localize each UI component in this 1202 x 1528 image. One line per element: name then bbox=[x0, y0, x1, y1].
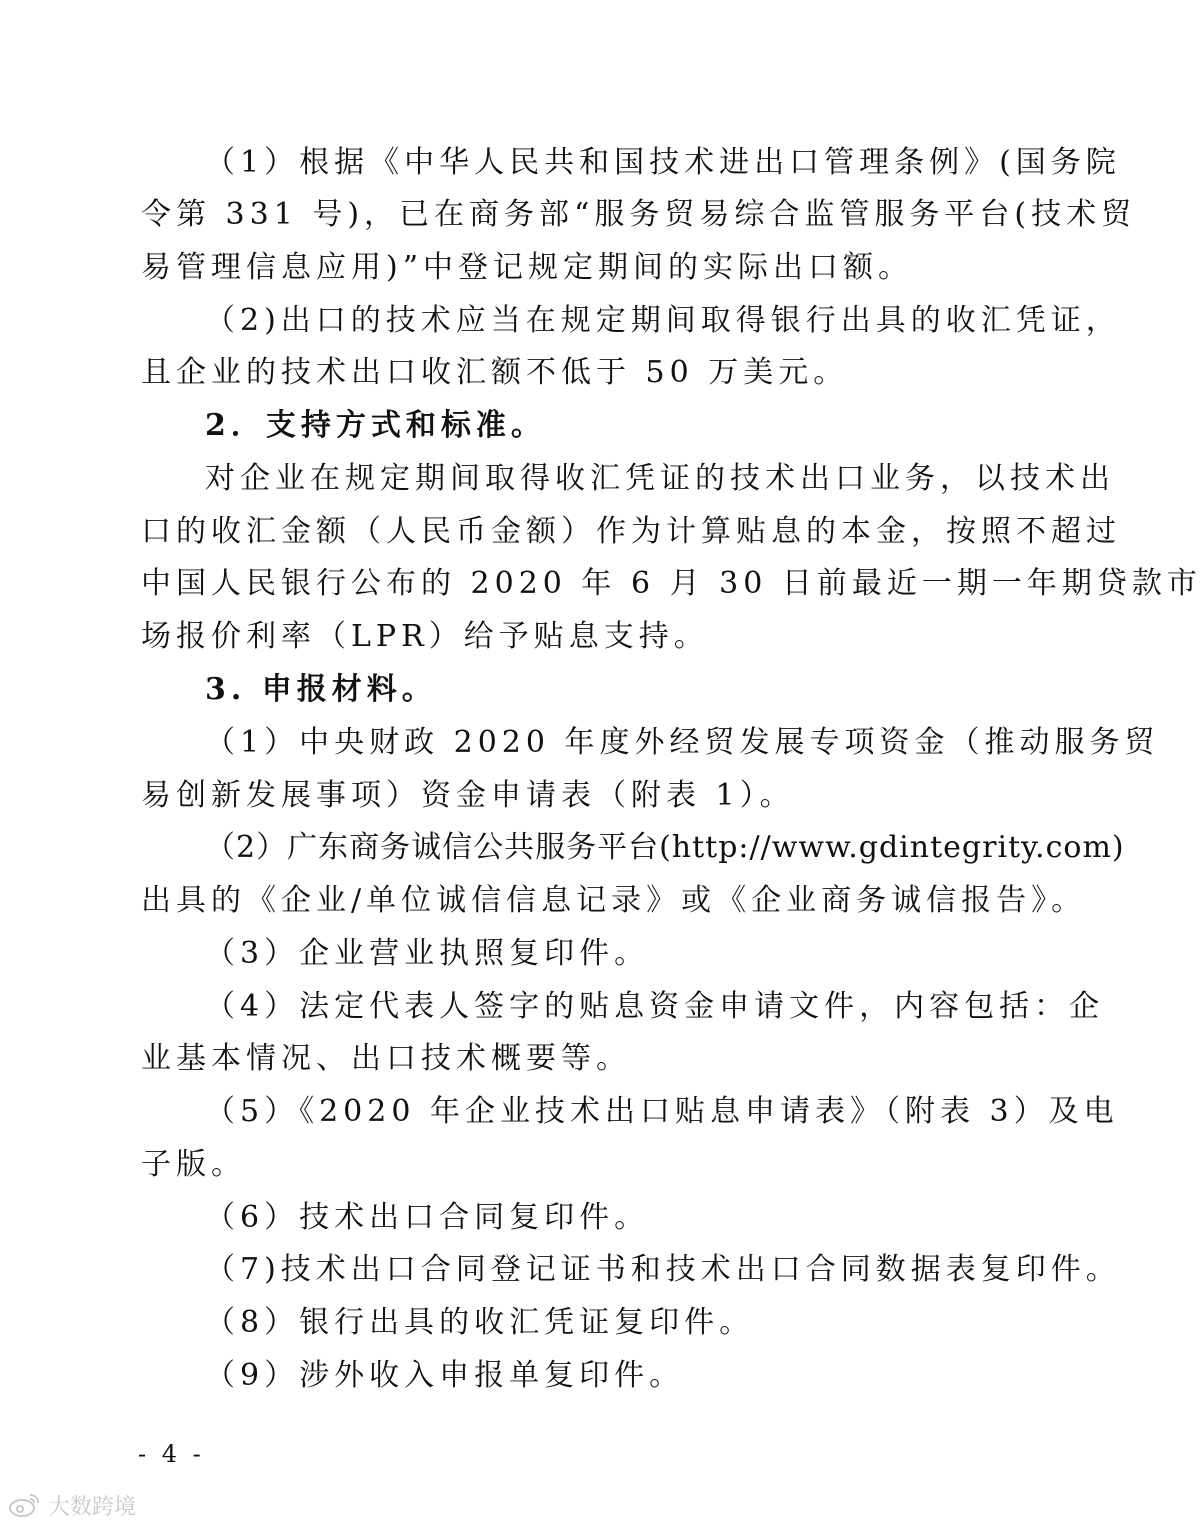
paragraph-line-5: 且企业的技术出口收汇额不低于 50 万美元。 bbox=[141, 355, 849, 390]
paragraph-line-18: 业基本情况、出口技术概要等。 bbox=[141, 1041, 631, 1076]
paragraph-line-17: （4）法定代表人签字的贴息资金申请文件，内容包括：企 bbox=[205, 989, 1105, 1024]
paragraph-line-22: （7)技术出口合同登记证书和技术出口合同数据表复印件。 bbox=[205, 1252, 1121, 1287]
page-number: - 4 - bbox=[138, 1440, 205, 1468]
paragraph-line-16: （3）企业营业执照复印件。 bbox=[205, 936, 650, 971]
paragraph-line-2: 令第 331 号)，已在商务部“服务贸易综合监管服务平台(技术贸 bbox=[141, 197, 1137, 232]
paragraph-line-14: （2）广东商务诚信公共服务平台(http://www.gdintegrity.com) bbox=[205, 830, 1125, 865]
paragraph-line-7: 对企业在规定期间取得收汇凭证的技术出口业务，以技术出 bbox=[205, 461, 1115, 496]
watermark bbox=[8, 1490, 136, 1520]
paragraph-line-1: （1）根据《中华人民共和国技术进出口管理条例》(国务院 bbox=[205, 145, 1121, 180]
paragraph-line-19: （5）《2020 年企业技术出口贴息申请表》（附表 3）及电 bbox=[205, 1094, 1119, 1129]
paragraph-line-15: 出具的《企业/单位诚信信息记录》或《企业商务诚信报告》。 bbox=[141, 883, 1087, 918]
watermark-text: 大数跨境 bbox=[48, 1494, 137, 1520]
section-heading-3: 3. 申报材料。 bbox=[205, 672, 437, 707]
weibo-logo-icon bbox=[8, 1491, 42, 1519]
paragraph-line-21: （6）技术出口合同复印件。 bbox=[205, 1200, 650, 1235]
paragraph-line-3: 易管理信息应用)”中登记规定期间的实际出口额。 bbox=[141, 250, 914, 285]
paragraph-line-12: （1）中央财政 2020 年度外经贸发展专项资金（推动服务贸 bbox=[205, 725, 1160, 760]
paragraph-line-20: 子版。 bbox=[141, 1147, 246, 1182]
paragraph-line-13: 易创新发展事项）资金申请表（附表 1）。 bbox=[141, 778, 795, 813]
paragraph-line-8: 口的收汇金额（人民币金额）作为计算贴息的本金，按照不超过 bbox=[141, 514, 1121, 549]
paragraph-line-23: （8）银行出具的收汇凭证复印件。 bbox=[205, 1305, 755, 1340]
paragraph-line-24: （9）涉外收入申报单复印件。 bbox=[205, 1358, 685, 1393]
paragraph-line-9: 中国人民银行公布的 2020 年 6 月 30 日前最近一期一年期贷款市 bbox=[141, 566, 1202, 601]
section-heading-2: 2．支持方式和标准。 bbox=[205, 408, 546, 443]
paragraph-line-10: 场报价利率（LPR）给予贴息支持。 bbox=[141, 619, 709, 654]
paragraph-line-4: （2)出口的技术应当在规定期间取得银行出具的收汇凭证， bbox=[205, 303, 1121, 338]
